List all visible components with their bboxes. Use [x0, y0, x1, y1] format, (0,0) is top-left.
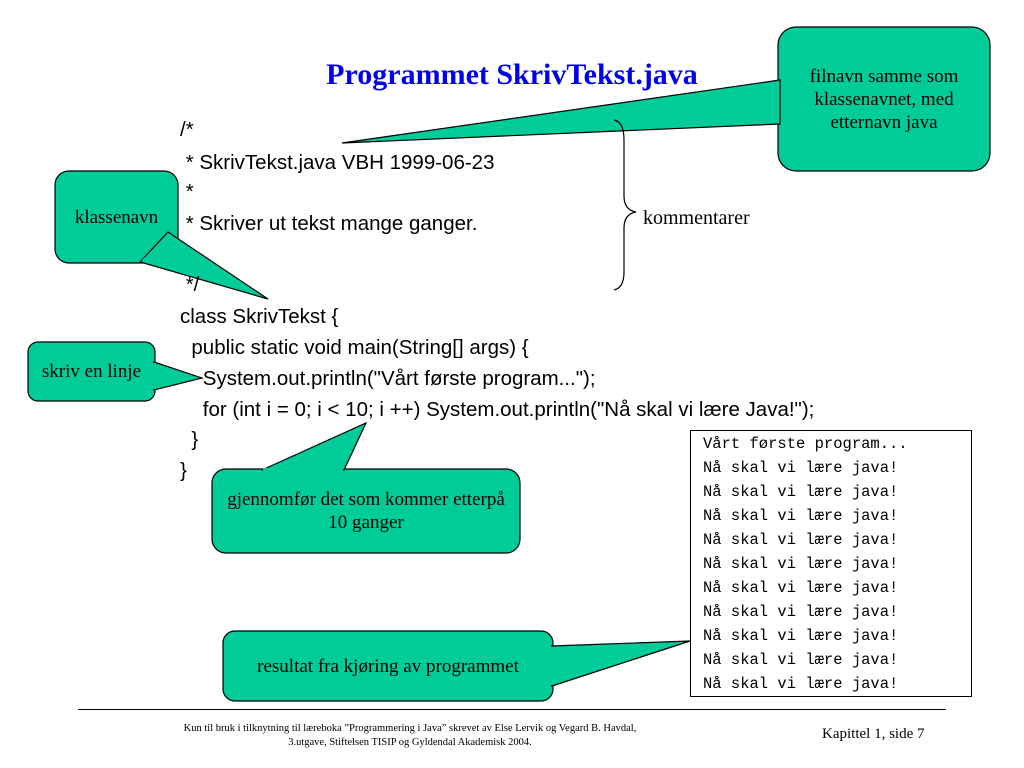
code-line: }	[180, 428, 199, 451]
output-line: Nå skal vi lære java!	[703, 651, 899, 669]
output-line: Vårt første program...	[703, 435, 908, 453]
comment-label: kommentarer	[643, 207, 750, 229]
slide-title: Programmet SkrivTekst.java	[326, 58, 698, 91]
callout-skriv-text: skriv en linje	[41, 361, 142, 382]
callout-filnavn-text: filnavn samme som klassenavnet, med etternavn java	[809, 65, 959, 133]
output-line: Nå skal vi lære java!	[703, 627, 899, 645]
page-number: Kapittel 1, side 7	[822, 726, 925, 742]
output-line: Nå skal vi lære java!	[703, 507, 899, 525]
code-line: }	[180, 459, 187, 482]
code-line: */	[180, 273, 200, 296]
code-line: for (int i = 0; i < 10; i ++) System.out.println("Nå skal vi lære Java!");	[180, 398, 815, 421]
footer-line-1: Kun til bruk i tilknytning til læreboka ”Programmering i Java” skrevet av Else Lervik og Vegard B. Havdal,	[183, 723, 637, 734]
footer-line-2: 3.utgave, Stiftelsen TISIP og Gyldendal Akademisk 2004.	[288, 737, 532, 748]
comment-brace	[614, 120, 636, 290]
code-line: /*	[180, 118, 194, 141]
output-line: Nå skal vi lære java!	[703, 483, 899, 501]
code-line: public static void main(String[] args) {	[180, 336, 529, 359]
output-line: Nå skal vi lære java!	[703, 531, 899, 549]
footer-divider	[78, 709, 946, 710]
callout-resultat-text: resultat fra kjøring av programmet	[257, 655, 519, 677]
output-line: Nå skal vi lære java!	[703, 555, 899, 573]
code-line: System.out.println("Vårt første program...");	[180, 367, 596, 390]
callout-klassenavn-text: klassenavn	[74, 206, 159, 228]
code-line: class SkrivTekst {	[180, 305, 339, 328]
callout-gjennomfor-text: gjennomfør det som kommer etterpå 10 ganger	[227, 489, 505, 533]
program-output-box	[690, 430, 972, 697]
output-line: Nå skal vi lære java!	[703, 459, 899, 477]
footer-credit	[140, 722, 680, 750]
output-line: Nå skal vi lære java!	[703, 579, 899, 597]
code-line: *	[180, 180, 194, 203]
output-line: Nå skal vi lære java!	[703, 603, 899, 621]
code-line: * Skriver ut tekst mange ganger.	[180, 212, 478, 235]
code-line: * SkrivTekst.java VBH 1999-06-23	[180, 151, 495, 174]
output-line: Nå skal vi lære java!	[703, 675, 899, 693]
